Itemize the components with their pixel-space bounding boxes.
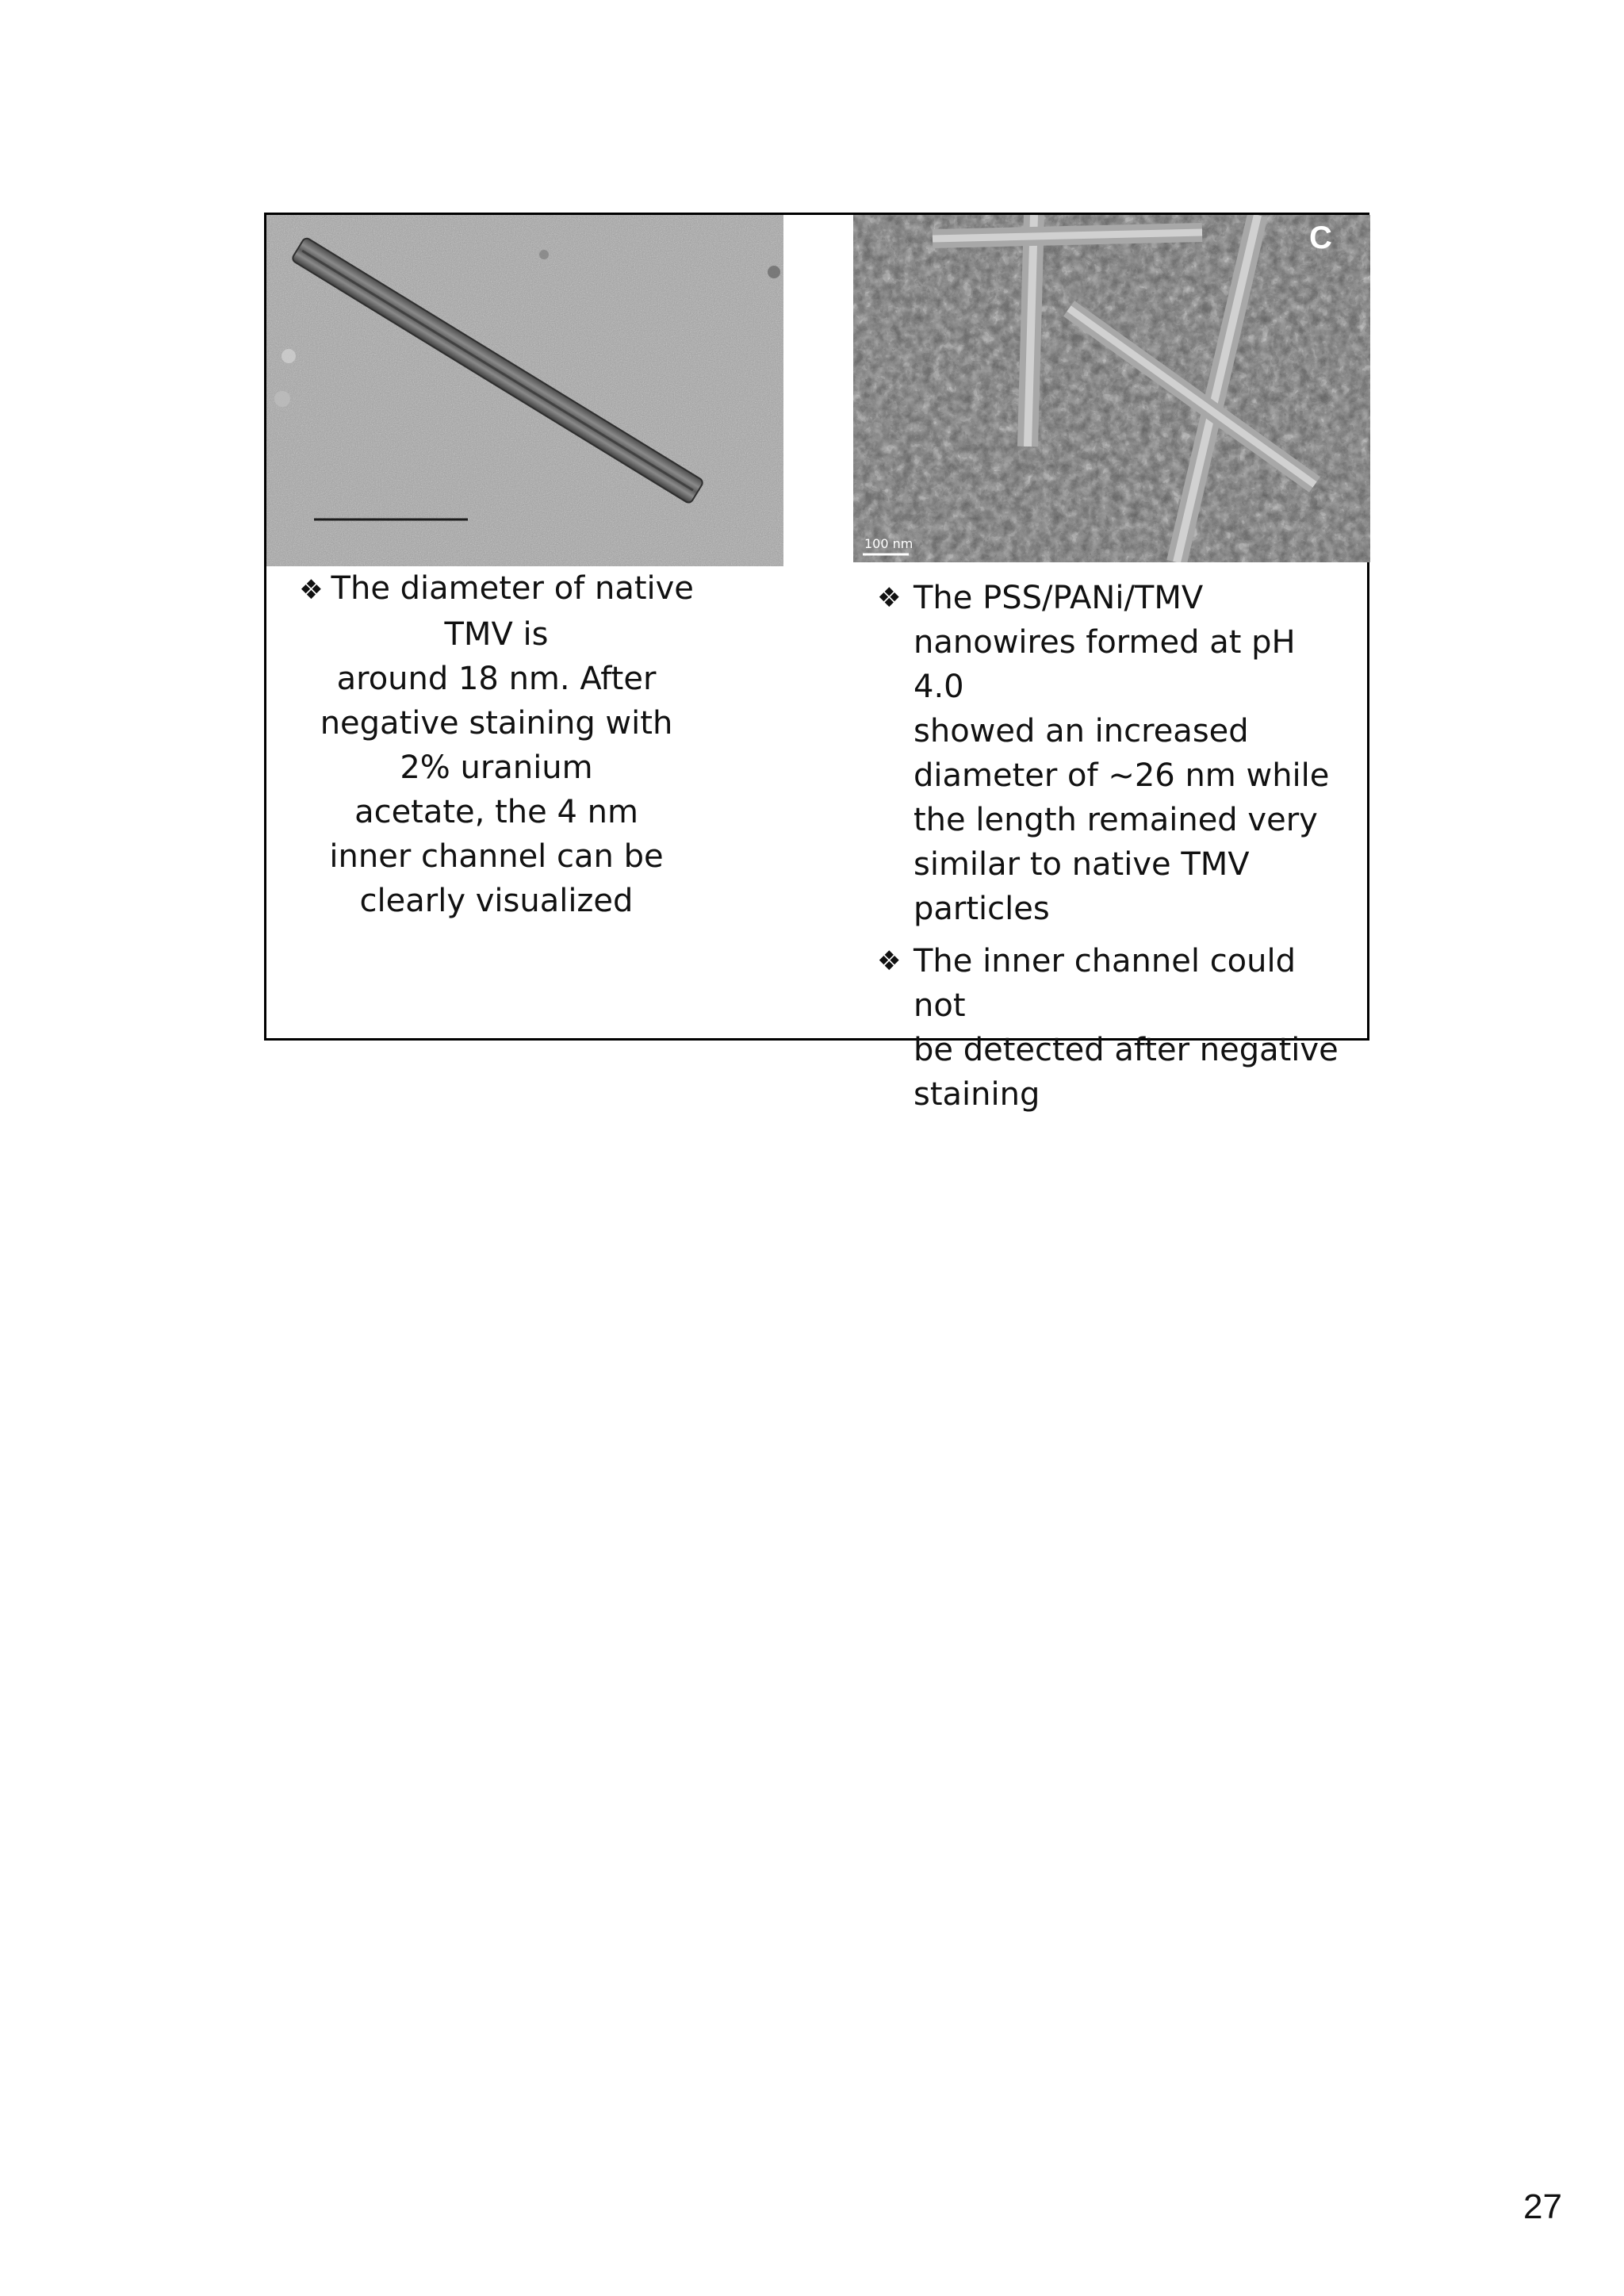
text-line: diameter of ~26 nm while <box>914 757 1330 794</box>
text-line: around 18 nm. After <box>336 661 657 697</box>
panel-label: C <box>1309 220 1332 255</box>
page-number: 27 <box>1523 2187 1562 2226</box>
text-line: similar to native TMV <box>914 846 1250 883</box>
nanowire-micrograph-image <box>853 215 1370 562</box>
text-line: 2% uranium <box>400 749 593 786</box>
scale-bar-label: 100 nm <box>864 536 914 551</box>
slide-frame <box>264 213 1369 1113</box>
text-line: staining <box>914 1076 1040 1113</box>
text-line: clearly visualized <box>359 883 634 919</box>
debris-particle <box>282 349 296 363</box>
debris-particle <box>768 266 780 278</box>
debris-particle <box>274 391 290 407</box>
native-tmv-description <box>274 566 718 923</box>
text-line: negative staining with <box>320 705 673 742</box>
text-line: acetate, the 4 nm <box>354 794 638 830</box>
text-line-content: The diameter of native <box>331 570 694 607</box>
debris-particle <box>539 250 549 259</box>
text-line: The PSS/PANi/TMV <box>914 580 1204 616</box>
tmv-micrograph-image <box>266 215 783 566</box>
nanowire-description <box>877 576 1353 1125</box>
text-line: TMV is <box>444 616 549 653</box>
tmv-micrograph-svg <box>266 215 783 566</box>
bullet-item <box>877 939 1353 1117</box>
text-line: The inner channel could not <box>914 943 1297 1024</box>
bullet-diamond-icon: ❖ <box>299 574 324 606</box>
text-line: be detected after negative <box>914 1032 1339 1068</box>
text-line <box>274 566 718 612</box>
bullet-diamond-icon: ❖ <box>877 945 902 977</box>
text-line: the length remained very <box>914 802 1318 838</box>
bullet-item <box>877 576 1353 931</box>
text-line: inner channel can be <box>329 838 664 875</box>
bullet-diamond-icon: ❖ <box>877 582 902 614</box>
micrograph-grain <box>853 215 1370 562</box>
text-line: showed an increased <box>914 713 1249 749</box>
text-line: nanowires formed at pH 4.0 <box>914 624 1296 705</box>
nanowire-micrograph-svg <box>853 215 1370 562</box>
text-line: particles <box>914 891 1050 927</box>
